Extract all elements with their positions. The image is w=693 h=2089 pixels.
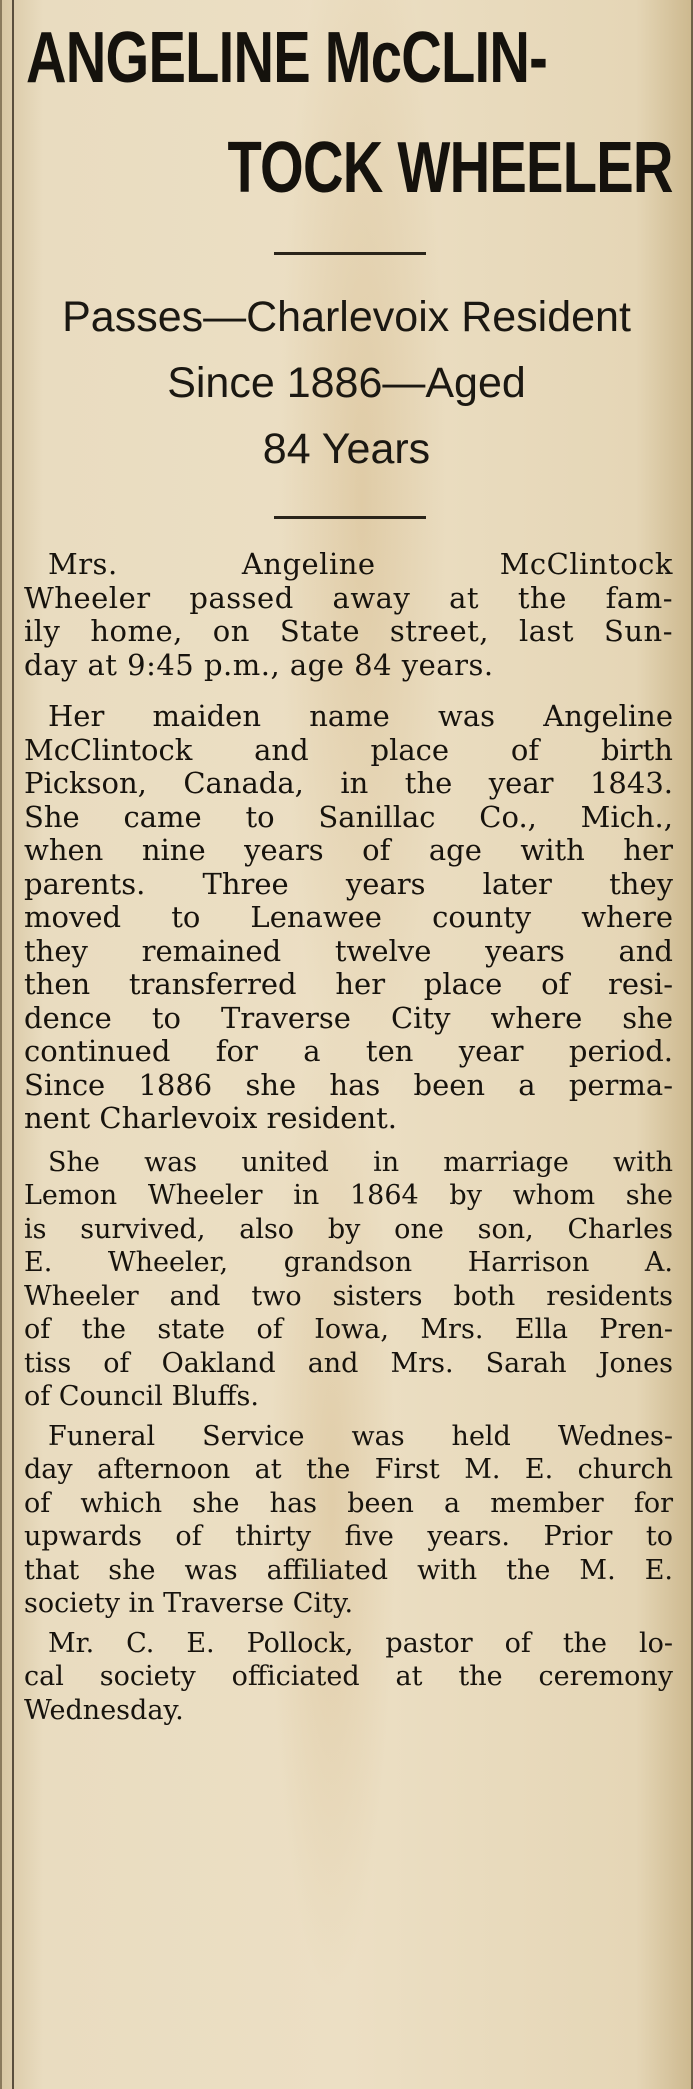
subheadline-line: Since 1886—Aged bbox=[167, 359, 526, 407]
text-line: ily home, on State street, last Sun- bbox=[24, 614, 673, 648]
text-line: Wheeler and two sisters both residents bbox=[24, 1280, 673, 1312]
subheadline-line: 84 Years bbox=[262, 425, 431, 473]
text-line: Lemon Wheeler in 1864 by whom she bbox=[24, 1180, 673, 1211]
headline-line-2: TOCK WHEELER bbox=[227, 128, 673, 208]
paragraph bbox=[24, 1146, 673, 1414]
text-line: they remained twelve years and bbox=[24, 933, 673, 968]
text-line: that she was affiliated with the M. E. bbox=[24, 1554, 673, 1586]
text-line: tiss of Oakland and Mrs. Sarah Jones bbox=[24, 1347, 673, 1379]
subheadline bbox=[16, 284, 677, 482]
text-line: is survived, also by one son, Charles bbox=[24, 1213, 673, 1245]
text-line: upwards of thirty five years. Prior to bbox=[24, 1521, 673, 1552]
text-line: cal society officiated at the ceremony bbox=[24, 1661, 673, 1692]
text-line: nent Charlevoix resident. bbox=[24, 1101, 397, 1135]
text-line: moved to Lenawee county where bbox=[24, 900, 673, 934]
text-line: when nine years of age with her bbox=[24, 833, 673, 867]
text-line: Her maiden name was Angeline bbox=[48, 699, 673, 733]
divider-top bbox=[274, 252, 426, 255]
text-line: Mr. C. E. Pollock, pastor of the lo- bbox=[48, 1627, 673, 1659]
text-line: of Council Bluffs. bbox=[24, 1381, 259, 1412]
text-line: She was united in marriage with bbox=[48, 1146, 673, 1178]
text-line: Pickson, Canada, in the year 1843. bbox=[24, 766, 673, 800]
text-line: then transferred her place of resi- bbox=[24, 967, 673, 1001]
text-line: Wheeler passed away at the fam- bbox=[24, 580, 673, 615]
paragraph bbox=[24, 548, 673, 682]
column-rule bbox=[12, 0, 14, 2089]
text-line: day afternoon at the First M. E. church bbox=[24, 1454, 673, 1485]
subheadline-line: Passes—Charlevoix Resident bbox=[62, 293, 631, 341]
text-line: society in Traverse City. bbox=[24, 1588, 354, 1619]
divider-bottom bbox=[274, 516, 426, 519]
paragraph bbox=[24, 1627, 673, 1728]
text-line: of the state of Iowa, Mrs. Ella Pren- bbox=[24, 1314, 673, 1345]
paragraph bbox=[24, 700, 673, 1136]
text-line: E. Wheeler, grandson Harrison A. bbox=[24, 1247, 673, 1278]
text-line: Mrs. Angeline McClintock bbox=[48, 547, 673, 581]
paragraph bbox=[24, 1420, 673, 1621]
text-line: Wednesday. bbox=[24, 1694, 184, 1726]
text-line: of which she has been a member for bbox=[24, 1487, 673, 1519]
text-line: Since 1886 she has been a perma- bbox=[24, 1067, 673, 1102]
text-line: Funeral Service was held Wednes- bbox=[48, 1420, 673, 1452]
text-line: day at 9:45 p.m., age 84 years. bbox=[24, 647, 494, 682]
text-line: parents. Three years later they bbox=[24, 866, 673, 901]
article-body bbox=[24, 548, 673, 1733]
text-line: dence to Traverse City where she bbox=[24, 1000, 673, 1035]
text-line: McClintock and place of birth bbox=[24, 732, 673, 767]
text-line: She came to Sanillac Co., Mich., bbox=[24, 799, 673, 834]
headline-line-1: ANGELINE McCLIN- bbox=[26, 18, 548, 98]
text-line: continued for a ten year period. bbox=[24, 1034, 673, 1068]
